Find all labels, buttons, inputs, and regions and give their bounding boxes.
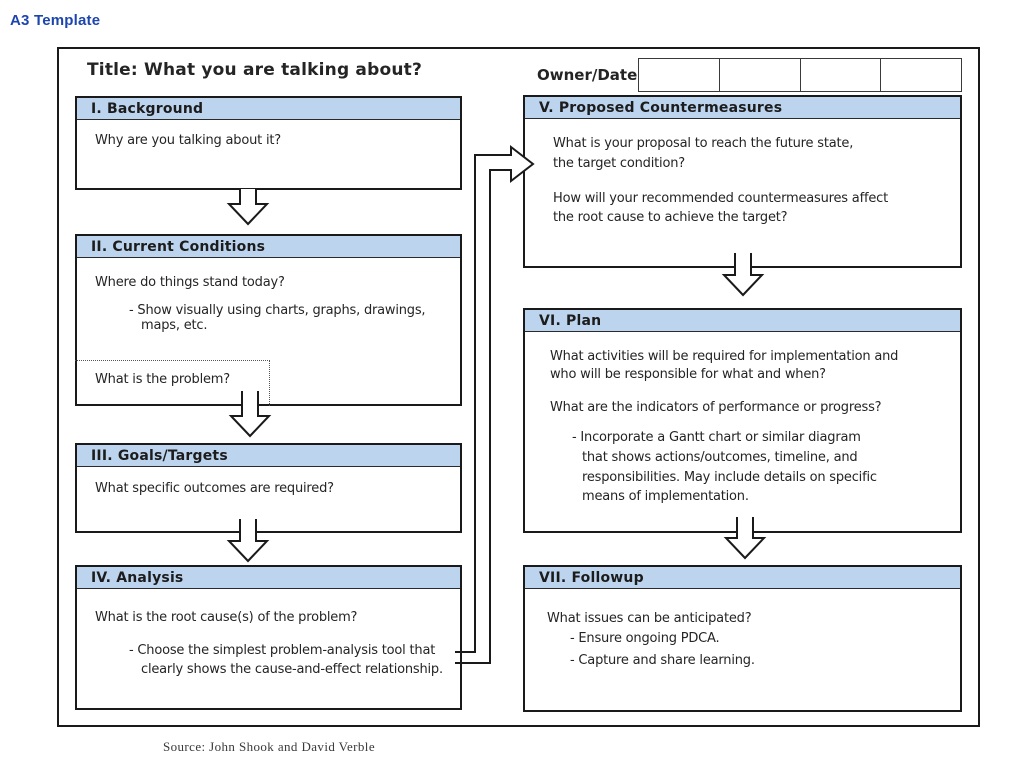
- section-followup-header: VII. Followup: [525, 567, 960, 589]
- section-background-header: I. Background: [77, 98, 460, 120]
- followup-bullet-1: - Ensure ongoing PDCA.: [570, 631, 720, 646]
- followup-question: What issues can be anticipated?: [547, 611, 752, 626]
- plan-bullet-line-1: - Incorporate a Gantt chart or similar diagram: [572, 430, 861, 445]
- source-credit: Source: John Shook and David Verble: [163, 739, 375, 754]
- analysis-bullet-line-1: - Choose the simplest problem-analysis tool that: [129, 643, 436, 658]
- problem-question: What is the problem?: [95, 372, 230, 387]
- section-goals-targets: [75, 443, 462, 533]
- countermeasures-question-1-line-1: What is your proposal to reach the future state,: [553, 136, 854, 151]
- owner-date-cell-4: [880, 59, 961, 91]
- current-conditions-bullet-line-1: - Show visually using charts, graphs, drawings,: [129, 303, 426, 318]
- plan-question-1-line-1: What activities will be required for implementation and: [550, 349, 899, 364]
- countermeasures-question-2-line-1: How will your recommended countermeasures affect: [553, 191, 888, 206]
- owner-date-cell-2: [719, 59, 800, 91]
- page-title: A3 Template: [10, 12, 101, 29]
- section-background: [75, 96, 462, 190]
- plan-question-2: What are the indicators of performance or progress?: [550, 400, 882, 415]
- plan-question-1-line-2: who will be responsible for what and when?: [550, 367, 826, 382]
- section-followup: [523, 565, 962, 712]
- plan-bullet-line-3: responsibilities. May include details on specific: [582, 470, 877, 485]
- template-title: Title: What you are talking about?: [87, 60, 423, 80]
- countermeasures-question-2-line-2: the root cause to achieve the target?: [553, 210, 788, 225]
- owner-date-table: [638, 58, 962, 92]
- section-plan-header: VI. Plan: [525, 310, 960, 332]
- section-current-conditions-header: II. Current Conditions: [77, 236, 460, 258]
- owner-date-cell-3: [800, 59, 881, 91]
- goals-question: What specific outcomes are required?: [95, 481, 334, 496]
- section-plan: [523, 308, 962, 533]
- section-analysis: [75, 565, 462, 710]
- analysis-question: What is the root cause(s) of the problem?: [95, 610, 358, 625]
- section-goals-targets-header: III. Goals/Targets: [77, 445, 460, 467]
- background-question: Why are you talking about it?: [95, 133, 281, 148]
- analysis-bullet-line-2: clearly shows the cause-and-effect relationship.: [141, 662, 443, 677]
- section-current-conditions: [75, 234, 462, 406]
- section-proposed-countermeasures-header: V. Proposed Countermeasures: [525, 97, 960, 119]
- problem-dotted-zone: [75, 360, 270, 406]
- current-conditions-question: Where do things stand today?: [95, 275, 285, 290]
- owner-date-label: Owner/Date: [537, 66, 638, 84]
- followup-bullet-2: - Capture and share learning.: [570, 653, 755, 668]
- countermeasures-question-1-line-2: the target condition?: [553, 156, 685, 171]
- section-proposed-countermeasures: [523, 95, 962, 268]
- plan-bullet-line-2: that shows actions/outcomes, timeline, and: [582, 450, 858, 465]
- owner-date-cell-1: [639, 59, 719, 91]
- current-conditions-bullet-line-2: maps, etc.: [141, 318, 208, 333]
- plan-bullet-line-4: means of implementation.: [582, 489, 749, 504]
- section-analysis-header: IV. Analysis: [77, 567, 460, 589]
